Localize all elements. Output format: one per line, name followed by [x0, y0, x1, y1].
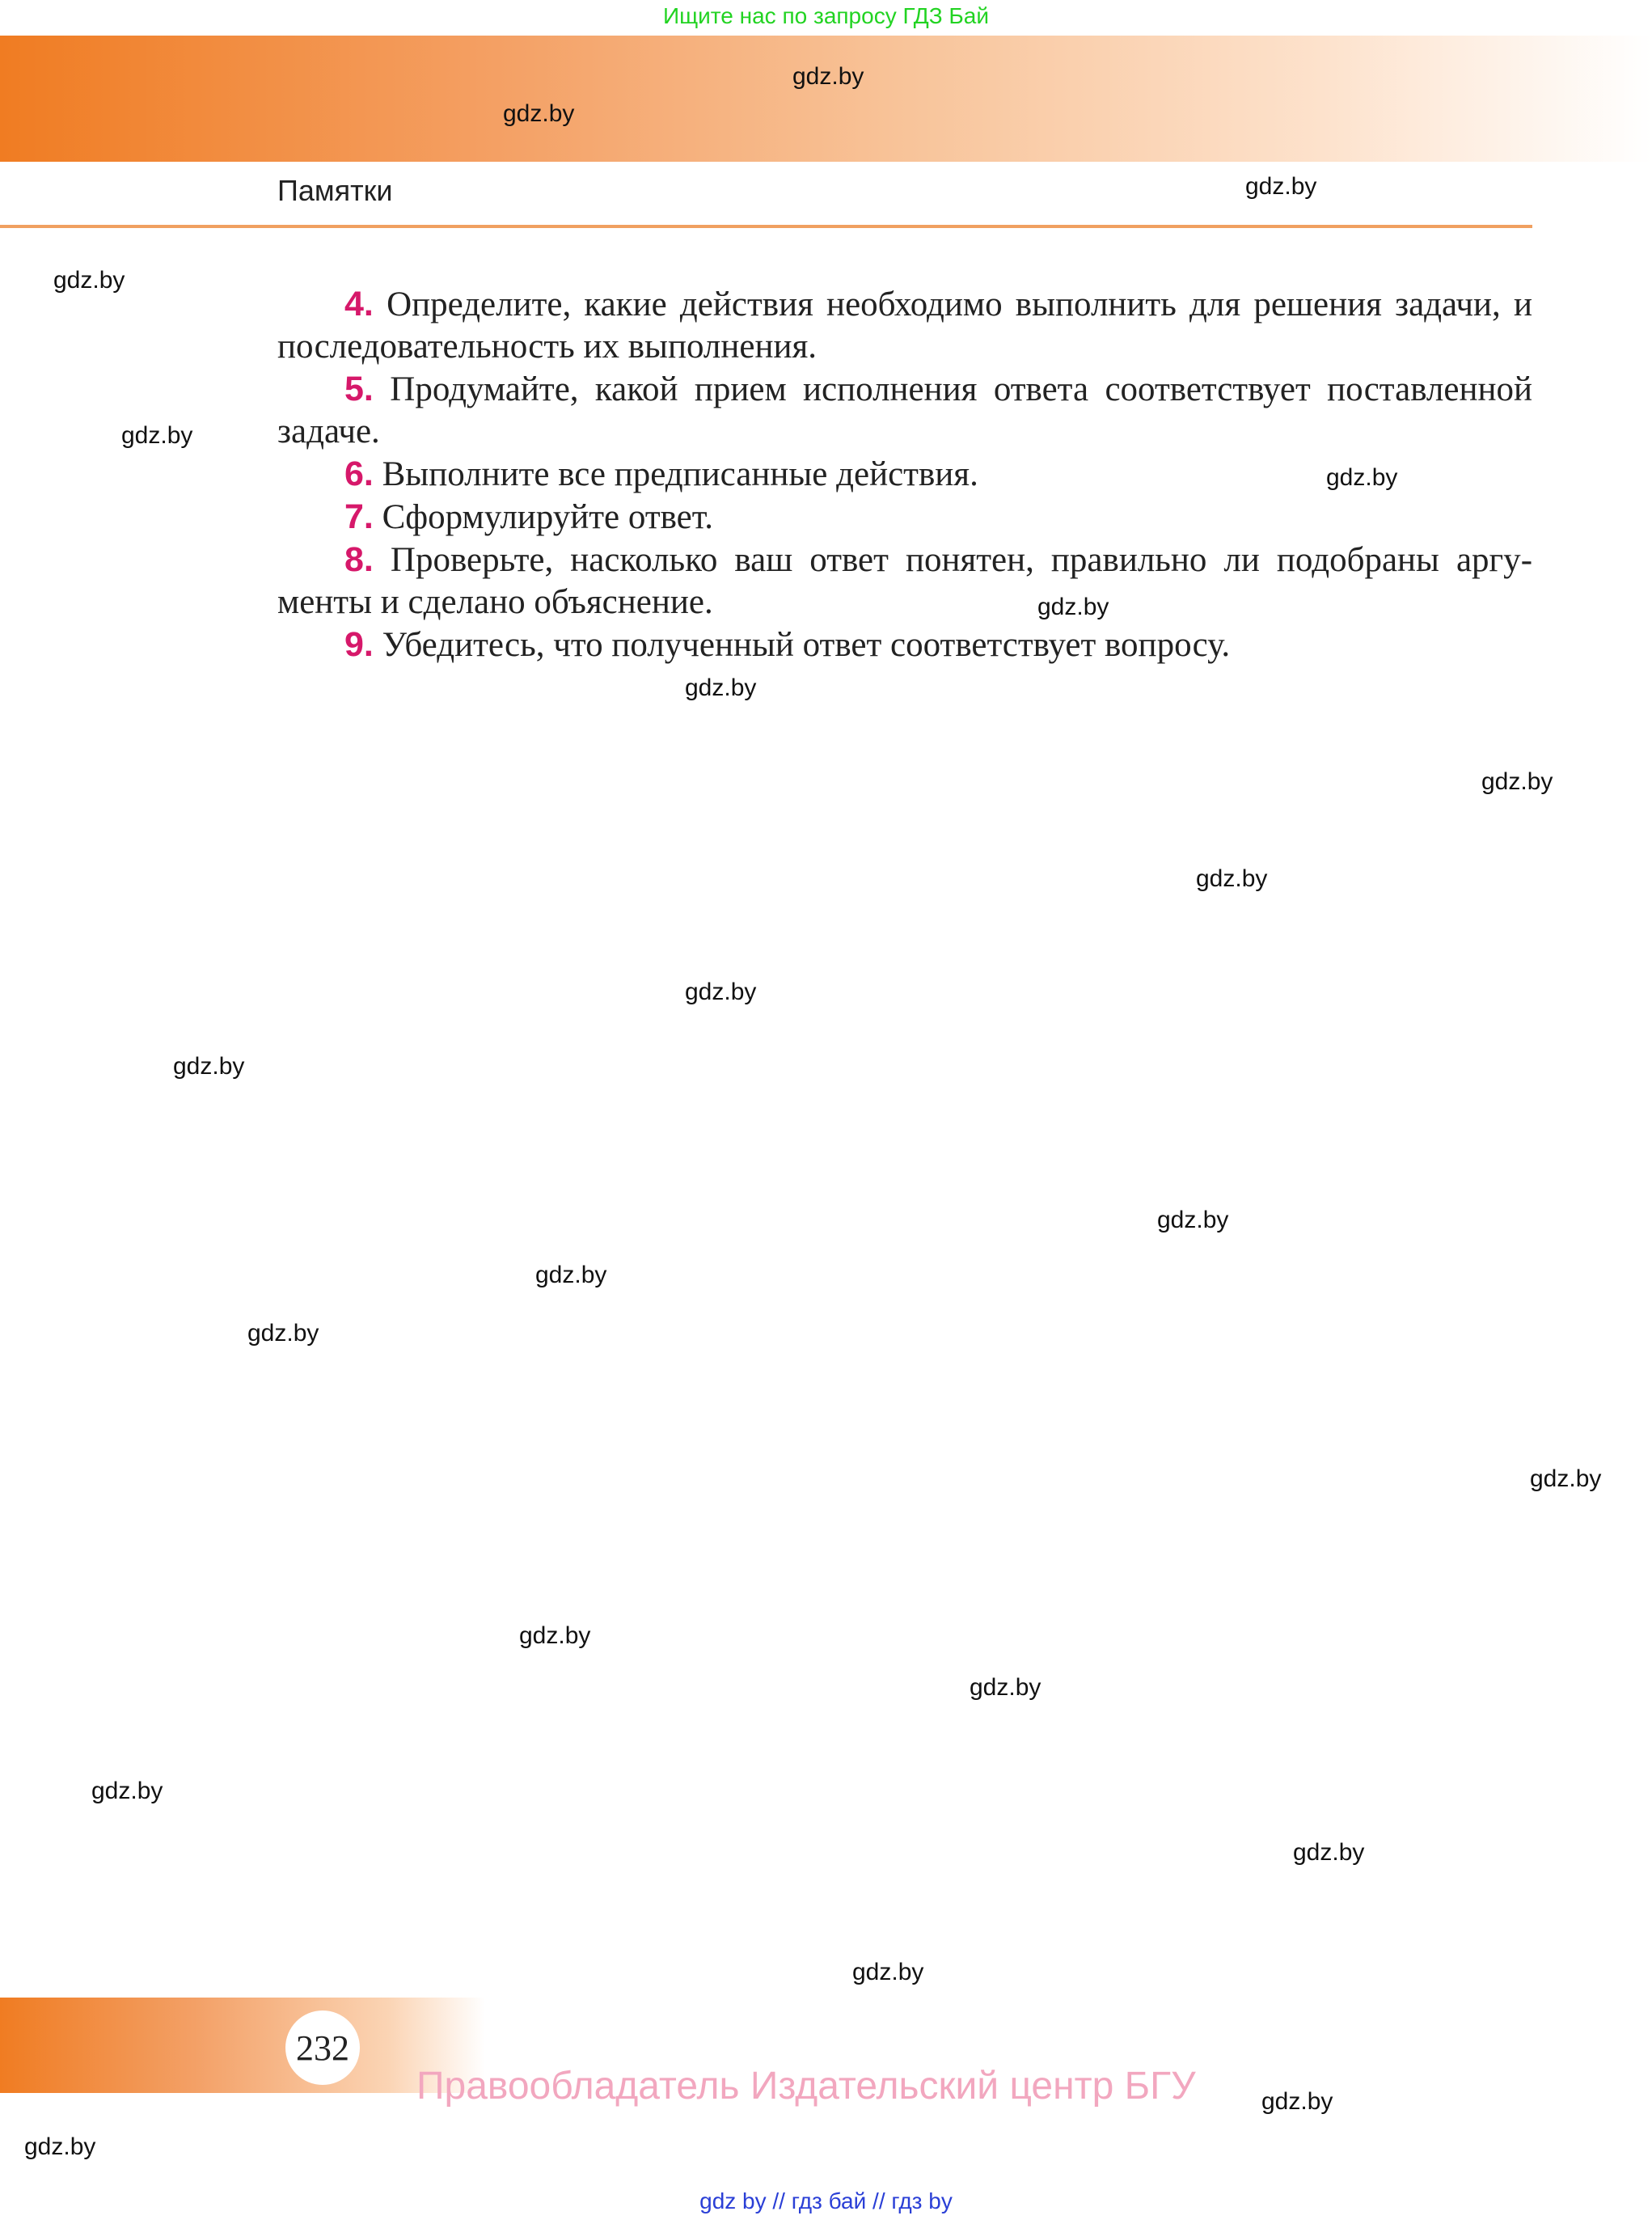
watermark: gdz.by: [1261, 2088, 1333, 2115]
watermark: gdz.by: [91, 1778, 163, 1804]
watermark: gdz.by: [970, 1674, 1041, 1701]
list-item: [277, 283, 1532, 368]
header-divider: [0, 225, 1532, 228]
item-number: 9.: [344, 625, 374, 664]
watermark: gdz.by: [247, 1320, 319, 1347]
watermark: gdz.by: [685, 979, 757, 1005]
watermark: gdz.by: [173, 1053, 245, 1080]
section-title: Памятки: [277, 174, 393, 207]
item-text: Продумайте, какой прием исполнения ответа соответствует поставленной задаче.: [277, 370, 1533, 450]
list-item: [277, 368, 1532, 453]
item-text: Выполните все предписанные действия.: [382, 455, 978, 493]
watermark: gdz.by: [535, 1262, 607, 1288]
watermark: gdz.by: [1481, 768, 1553, 795]
watermark: gdz.by: [503, 100, 575, 127]
watermark: gdz.by: [1293, 1839, 1365, 1866]
list-item: [277, 624, 1532, 666]
page-number: 232: [285, 2010, 360, 2085]
item-number: 8.: [344, 540, 374, 579]
item-text: Убедитесь, что полученный ответ соответствует вопросу.: [382, 626, 1231, 664]
item-number: 6.: [344, 455, 374, 493]
list-item: [277, 539, 1532, 624]
watermark: gdz.by: [1037, 594, 1109, 620]
watermark: gdz.by: [685, 674, 757, 701]
watermark: gdz.by: [121, 422, 193, 449]
copyright-notice: Правообладатель Издательский центр БГУ: [416, 2065, 1196, 2108]
item-text: Проверьте, насколько ваш ответ понятен, правильно ли подобраны аргументы и сделано объяснение.: [277, 541, 1533, 621]
item-text: Определите, какие действия необходимо выполнить для решения задачи, и последовательность их выполнения.: [277, 285, 1533, 366]
bottom-links[interactable]: gdz by // гдз бай // гдз by: [699, 2188, 953, 2213]
watermark: gdz.by: [1530, 1465, 1602, 1492]
item-text: Сформулируйте ответ.: [382, 498, 714, 536]
watermark: gdz.by: [792, 63, 864, 90]
watermark: gdz.by: [1196, 865, 1268, 892]
item-number: 7.: [344, 497, 374, 536]
watermark: gdz.by: [1326, 464, 1398, 491]
footer-band: [0, 1998, 485, 2093]
item-number: 5.: [344, 370, 374, 408]
item-number: 4.: [344, 285, 374, 323]
list-item: [277, 496, 1532, 539]
header-band: [0, 36, 1652, 162]
top-search-hint[interactable]: Ищите нас по запросу ГДЗ Бай: [662, 3, 990, 28]
watermark: gdz.by: [53, 267, 125, 294]
watermark: gdz.by: [1157, 1207, 1229, 1233]
watermark: gdz.by: [852, 1959, 924, 1985]
watermark: gdz.by: [519, 1622, 591, 1649]
watermark: gdz.by: [24, 2133, 96, 2160]
watermark: gdz.by: [1245, 173, 1317, 200]
